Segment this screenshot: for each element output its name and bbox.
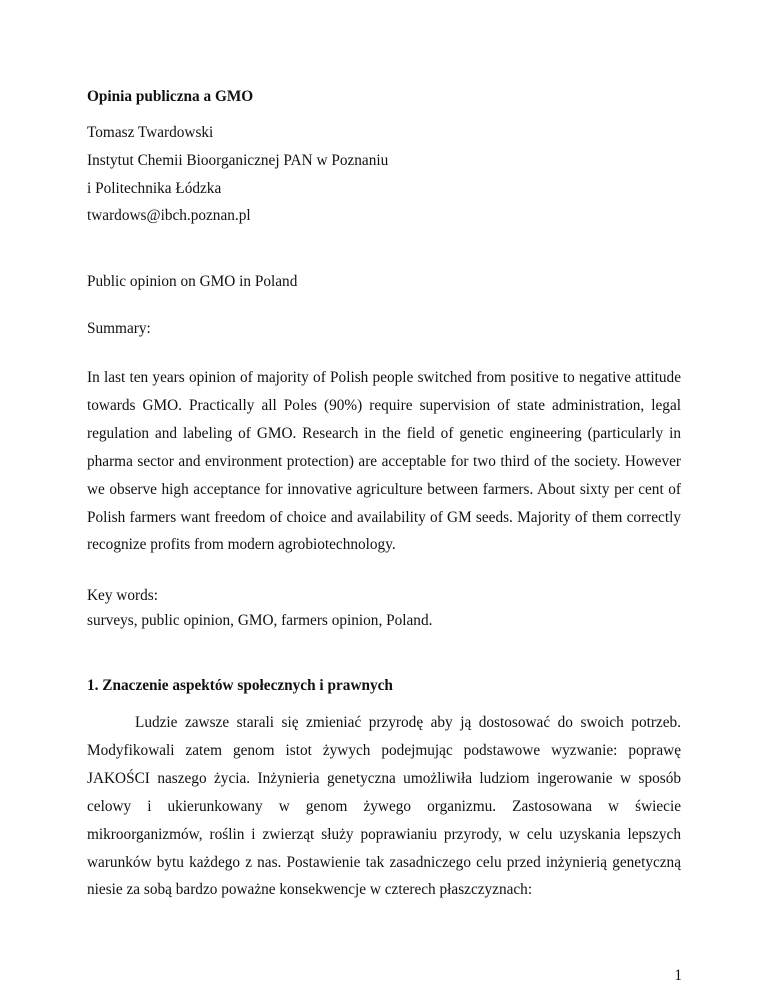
page-number: 1: [674, 967, 682, 984]
author-affiliation-2: i Politechnika Łódzka: [87, 180, 222, 197]
keywords-text: surveys, public opinion, GMO, farmers opinion, Poland.: [87, 612, 433, 629]
summary-label: Summary:: [87, 320, 151, 337]
section-paragraph: Ludzie zawsze starali się zmieniać przyrodę aby ją dostosować do swoich potrzeb. Modyfikowali zatem genom istot żywych podejmując podstawowe wyzwanie: poprawę JAKOŚCI naszego życia. Inżynieria genetyczna umożliwiła ludziom ingerowanie w sposób celowy i ukierunkowany w genom żywego organizmu. Zastosowana w świecie mikroorganizmów, roślin i zwierząt służy poprawianiu przyrody, w celu uzyskania lepszych warunków bytu każdego z nas. Postawienie tak zasadniczego celu przed inżynierią genetyczną niesie za sobą bardzo poważne konsekwencje w czterech płaszczyznach:: [87, 714, 681, 899]
english-title: Public opinion on GMO in Poland: [87, 273, 298, 290]
author-affiliation-1: Instytut Chemii Bioorganicznej PAN w Poznaniu: [87, 152, 389, 169]
document-title: Opinia publiczna a GMO: [87, 88, 254, 105]
summary-paragraph: In last ten years opinion of majority of Polish people switched from positive to negative attitude towards GMO. Practically all Poles (90%) require supervision of state administration, legal regulation and labeling of GMO. Research in the field of genetic engineering (particularly in pharma sector and environment protection) are acceptable for two third of the society. However we observe high acceptance for innovative agriculture between farmers. About sixty per cent of Polish farmers want freedom of choice and availability of GM seeds. Majority of them correctly recognize profits from modern agrobiotechnology.: [87, 369, 681, 554]
author-email: twardows@ibch.poznan.pl: [87, 207, 251, 224]
keywords-label: Key words:: [87, 587, 158, 604]
section-heading: 1. Znaczenie aspektów społecznych i prawnych: [87, 677, 393, 694]
author-name: Tomasz Twardowski: [87, 124, 214, 141]
